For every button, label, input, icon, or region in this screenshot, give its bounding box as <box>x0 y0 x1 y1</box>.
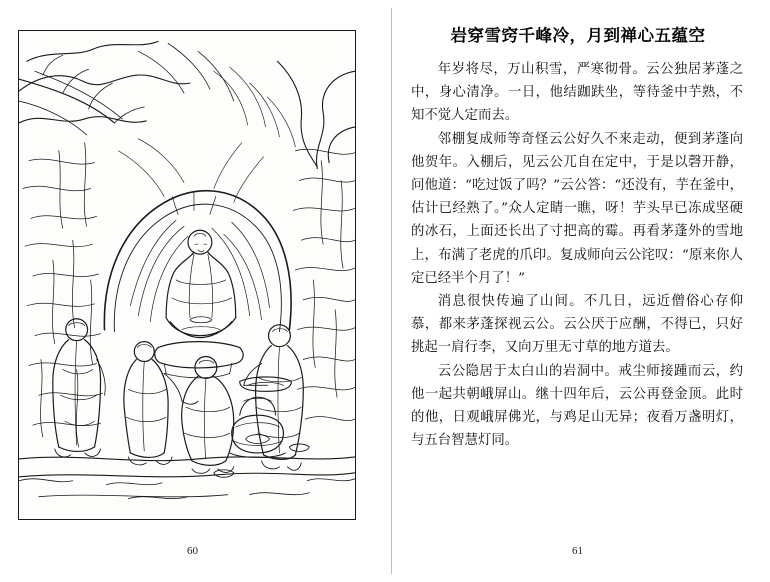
article-body <box>411 58 743 452</box>
paragraph-2: 邻棚复成师等奇怪云公好久不来走动，便到茅蓬向他贺年。入棚后，见云公兀自在定中，于是以磬开静，问他道：“吃过饭了吗？”云公答：“还没有，芋在釜中，估计已经熟了。”众人定睛一瞧，呀！芋头早已冻成坚硬的冰石，上面还长出了寸把高的霉。再看茅蓬外的雪地上，布满了老虎的爪印。复成师向云公诧叹：“原来你人定已经半个月了！” <box>411 131 743 286</box>
right-page <box>385 0 770 582</box>
page-number-right: 61 <box>572 545 583 557</box>
paragraph-1: 年岁将尽，万山积雪，严寒彻骨。云公独居茅蓬之中，身心清净。一日，他结跏趺坐，等待釜中芋熟，不知不觉人定而去。 <box>411 62 743 124</box>
cave-meditation-illustration <box>18 30 356 520</box>
illustration-svg <box>19 31 355 519</box>
page-number-left: 60 <box>187 545 198 557</box>
paragraph-3: 消息很快传遍了山间。不几日，远近僧俗心存仰慕，都来茅蓬探视云公。云公厌于应酬，不得已，只好挑起一肩行李，又向万里无寸草的地方道去。 <box>411 294 743 356</box>
paragraph-4: 云公隐居于太白山的岩洞中。戒尘师接踵而云，约他一起共朝峨屏山。继十四年后，云公再登金顶。此时的他，日观峨屏佛光，与鸡足山无异；夜看万盏明灯，与五台智慧灯同。 <box>411 363 743 449</box>
article-title: 岩穿雪窍千峰冷，月到禅心五蕴空 <box>450 26 706 45</box>
